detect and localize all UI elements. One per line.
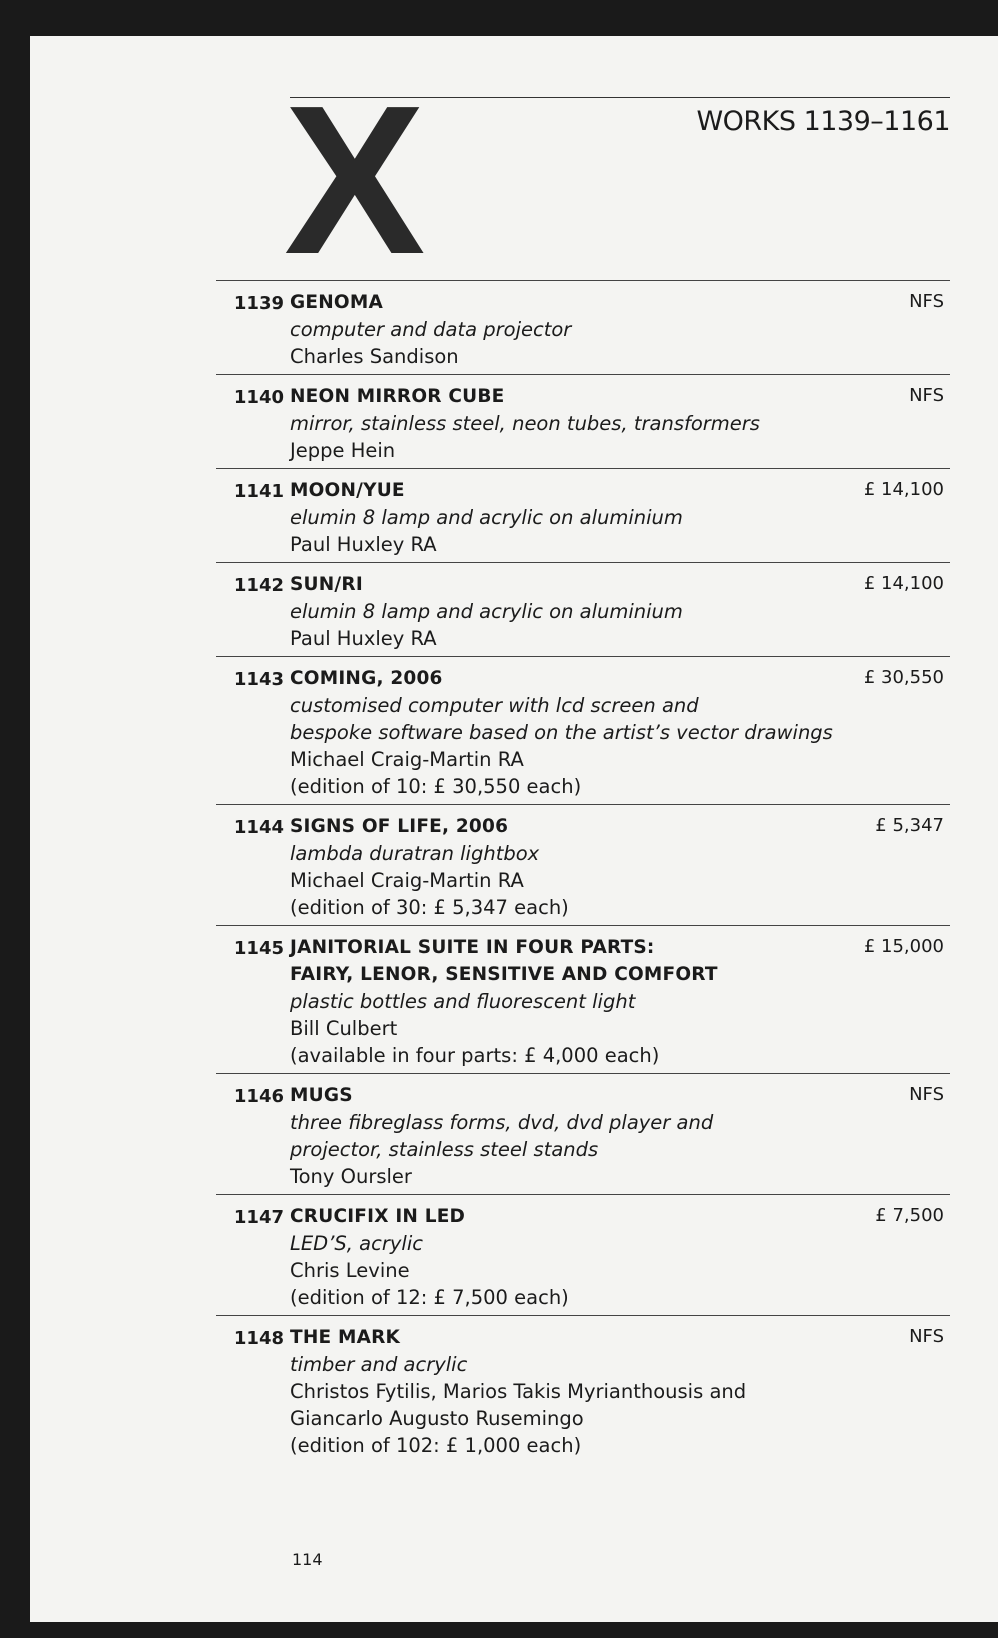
- catalogue-entry: [216, 1073, 950, 1194]
- entry-artist: [290, 343, 950, 370]
- entry-edition: [290, 1284, 950, 1311]
- entry-medium: [290, 1230, 950, 1257]
- entry-medium-line: elumin 8 lamp and acrylic on aluminium: [290, 506, 683, 529]
- entry-price: £ 14,100: [863, 479, 944, 500]
- entry-artist: [290, 1378, 950, 1432]
- entry-edition: [290, 1432, 950, 1459]
- entry-number: 1139: [233, 293, 284, 314]
- entry-artist: [290, 1163, 950, 1190]
- entry-title-line: THE MARK: [290, 1327, 401, 1348]
- entry-edition-line: (edition of 12: £ 7,500 each): [290, 1286, 569, 1309]
- entry-title: [290, 289, 950, 316]
- entry-title: [290, 1082, 950, 1109]
- catalogue-entry: [216, 562, 950, 656]
- entry-number: 1143: [233, 669, 284, 690]
- entry-artist-line: Paul Huxley RA: [290, 533, 437, 556]
- entry-edition: [290, 1042, 950, 1069]
- entry-edition-line: (edition of 10: £ 30,550 each): [290, 775, 582, 798]
- entry-number: 1141: [233, 481, 284, 502]
- catalogue-entry: [216, 656, 950, 804]
- entry-title: [290, 571, 950, 598]
- entry-title-line: JANITORIAL SUITE IN FOUR PARTS:: [290, 937, 655, 958]
- entry-price: £ 7,500: [875, 1205, 944, 1226]
- entry-title-line: GENOMA: [290, 292, 383, 313]
- entry-number: 1142: [233, 575, 284, 596]
- entry-price: NFS: [909, 1084, 944, 1105]
- entry-artist: [290, 531, 950, 558]
- entry-edition: [290, 894, 950, 921]
- entry-title-line: MUGS: [290, 1085, 353, 1106]
- entry-artist-line: Michael Craig-Martin RA: [290, 869, 524, 892]
- entry-medium-line: mirror, stainless steel, neon tubes, transformers: [290, 412, 760, 435]
- page-number: 114: [292, 1550, 323, 1569]
- entry-title: [290, 477, 950, 504]
- entry-medium: [290, 316, 950, 343]
- entry-title-line: SUN/RI: [290, 574, 363, 595]
- entry-artist-line: Tony Oursler: [290, 1165, 412, 1188]
- entry-price: £ 30,550: [863, 667, 944, 688]
- entry-artist-line: Paul Huxley RA: [290, 627, 437, 650]
- entry-price: £ 5,347: [875, 815, 944, 836]
- entry-artist-line: Jeppe Hein: [290, 439, 396, 462]
- section-letter: X: [284, 61, 426, 298]
- entry-medium: [290, 692, 950, 746]
- entry-price: NFS: [909, 291, 944, 312]
- entry-medium-line: elumin 8 lamp and acrylic on aluminium: [290, 600, 683, 623]
- entry-title-line: CRUCIFIX IN LED: [290, 1206, 466, 1227]
- entry-number: 1148: [233, 1328, 284, 1349]
- entry-edition: [290, 773, 950, 800]
- entry-artist-line: Bill Culbert: [290, 1017, 398, 1040]
- entry-medium-line: three fibreglass forms, dvd, dvd player and: [290, 1111, 714, 1134]
- entry-artist: [290, 625, 950, 652]
- section-title: WORKS 1139–1161: [696, 106, 950, 137]
- entry-edition-line: (available in four parts: £ 4,000 each): [290, 1044, 660, 1067]
- entry-artist-line: Giancarlo Augusto Rusemingo: [290, 1407, 584, 1430]
- entry-medium-line: customised computer with lcd screen and: [290, 694, 699, 717]
- entry-edition-line: (edition of 102: £ 1,000 each): [290, 1434, 582, 1457]
- entry-artist: [290, 1257, 950, 1284]
- entry-medium-line: bespoke software based on the artist’s vector drawings: [290, 721, 833, 744]
- entry-title: [290, 813, 950, 840]
- entry-list: [216, 280, 950, 1463]
- entry-medium-line: lambda duratran lightbox: [290, 842, 540, 865]
- entry-medium: [290, 988, 950, 1015]
- entry-title-line: NEON MIRROR CUBE: [290, 386, 505, 407]
- catalogue-entry: [216, 1194, 950, 1315]
- entry-artist-line: Chris Levine: [290, 1259, 410, 1282]
- entry-artist-line: Christos Fytilis, Marios Takis Myrianthousis and: [290, 1380, 747, 1403]
- entry-number: 1147: [233, 1207, 284, 1228]
- entry-artist-line: Michael Craig-Martin RA: [290, 748, 524, 771]
- entry-medium-line: LED’S, acrylic: [290, 1232, 423, 1255]
- entry-price: £ 14,100: [863, 573, 944, 594]
- entry-number: 1144: [233, 817, 284, 838]
- entry-medium-line: projector, stainless steel stands: [290, 1138, 599, 1161]
- entry-title: [290, 665, 950, 692]
- entry-medium: [290, 410, 950, 437]
- entry-medium-line: computer and data projector: [290, 318, 572, 341]
- entry-artist: [290, 1015, 950, 1042]
- entry-number: 1140: [233, 387, 284, 408]
- entry-price: NFS: [909, 1326, 944, 1347]
- entry-edition-line: (edition of 30: £ 5,347 each): [290, 896, 569, 919]
- entry-number: 1146: [233, 1086, 284, 1107]
- entry-title: [290, 383, 950, 410]
- entry-artist: [290, 867, 950, 894]
- entry-medium-line: plastic bottles and fluorescent light: [290, 990, 636, 1013]
- entry-title-line: SIGNS OF LIFE, 2006: [290, 816, 509, 837]
- catalogue-entry: [216, 468, 950, 562]
- entry-medium-line: timber and acrylic: [290, 1353, 468, 1376]
- entry-title: [290, 1324, 950, 1351]
- entry-title-line: COMING, 2006: [290, 668, 443, 689]
- entry-title: [290, 1203, 950, 1230]
- entry-title-line: MOON/YUE: [290, 480, 405, 501]
- entry-artist-line: Charles Sandison: [290, 345, 459, 368]
- entry-medium: [290, 504, 950, 531]
- entry-artist: [290, 437, 950, 464]
- entry-number: 1145: [233, 938, 284, 959]
- catalogue-entry: [216, 925, 950, 1073]
- entry-medium: [290, 598, 950, 625]
- entry-medium: [290, 1351, 950, 1378]
- entry-medium: [290, 840, 950, 867]
- catalogue-entry: [216, 280, 950, 374]
- entry-price: NFS: [909, 385, 944, 406]
- entry-artist: [290, 746, 950, 773]
- catalogue-page: [30, 36, 998, 1622]
- entry-medium: [290, 1109, 950, 1163]
- entry-title-line: FAIRY, LENOR, SENSITIVE AND COMFORT: [290, 964, 718, 985]
- catalogue-entry: [216, 804, 950, 925]
- catalogue-entry: [216, 1315, 950, 1463]
- entry-title: [290, 934, 950, 988]
- entry-price: £ 15,000: [863, 936, 944, 957]
- catalogue-entry: [216, 374, 950, 468]
